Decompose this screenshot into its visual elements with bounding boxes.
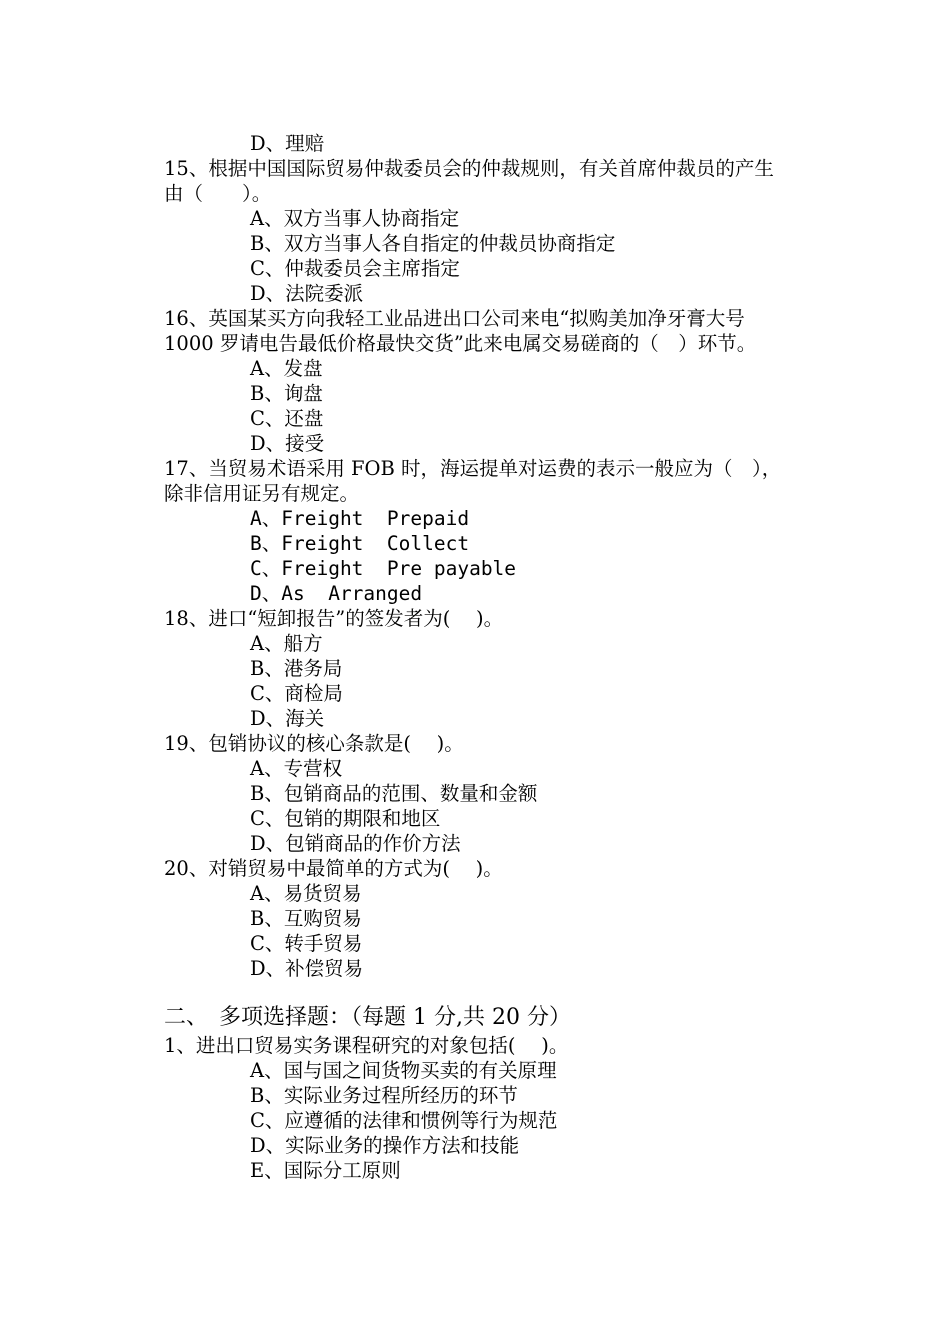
question-20 — [164, 856, 789, 981]
question-17 — [164, 456, 789, 606]
question-17-option-c: C、Freight Pre payable — [250, 557, 517, 580]
question-20-option-a: A、易货贸易 — [250, 882, 362, 905]
multi-question-1-option-b: B、实际业务过程所经历的环节 — [250, 1084, 518, 1107]
question-18-option-d: D、海关 — [250, 707, 325, 730]
question-15 — [164, 156, 789, 306]
question-15-stem: 15、根据中国国际贸易仲裁委员会的仲裁规则，有关首席仲裁员的产生由（ ）。 — [164, 157, 774, 205]
question-19-option-c: C、包销的期限和地区 — [250, 807, 441, 830]
question-18-option-a: A、船方 — [250, 632, 323, 655]
question-20-option-b: B、互购贸易 — [250, 907, 362, 930]
question-17-stem: 17、当贸易术语采用 FOB 时，海运提单对运费的表示一般应为（ ），除非信用证另有规定。 — [164, 457, 782, 505]
multi-question-1 — [164, 1033, 789, 1183]
question-17-option-a: A、Freight Prepaid — [250, 507, 470, 530]
question-19-stem: 19、包销协议的核心条款是( )。 — [164, 732, 464, 755]
question-16-stem: 16、英国某买方向我轻工业品进出口公司来电“拟购美加净牙膏大号 1000 罗请电告最低价格最快交货”此来电属交易磋商的（ ）环节。 — [164, 307, 757, 355]
question-18-option-c: C、商检局 — [250, 682, 343, 705]
question-18 — [164, 606, 789, 731]
question-19 — [164, 731, 789, 856]
multi-question-1-option-c: C、应遵循的法律和惯例等行为规范 — [250, 1109, 558, 1132]
question-19-option-b: B、包销商品的范围、数量和金额 — [250, 782, 538, 805]
question-17-option-b: B、Freight Collect — [250, 532, 470, 555]
question-16-option-b: B、询盘 — [250, 382, 323, 405]
question-18-option-b: B、港务局 — [250, 657, 343, 680]
q14-option-d: D、理赔 — [250, 132, 325, 155]
multi-question-1-option-d: D、实际业务的操作方法和技能 — [250, 1134, 520, 1157]
question-16 — [164, 306, 789, 456]
question-15-option-a: A、双方当事人协商指定 — [250, 207, 460, 230]
question-17-option-d: D、As Arranged — [250, 582, 423, 605]
multi-question-1-option-a: A、国与国之间货物买卖的有关原理 — [250, 1059, 557, 1082]
question-16-option-a: A、发盘 — [250, 357, 323, 380]
multi-question-1-stem: 1、进出口贸易实务课程研究的对象包括( )。 — [164, 1034, 569, 1057]
question-20-option-d: D、补偿贸易 — [250, 957, 364, 980]
question-16-option-c: C、还盘 — [250, 407, 324, 430]
multi-question-1-option-e: E、国际分工原则 — [250, 1159, 401, 1182]
question-20-option-c: C、转手贸易 — [250, 932, 363, 955]
question-15-option-d: D、法院委派 — [250, 282, 364, 305]
question-16-option-d: D、接受 — [250, 432, 325, 455]
section-2-heading: 二、 多项选择题：（每题 1 分,共 20 分） — [164, 1005, 571, 1030]
question-18-stem: 18、进口“短卸报告”的签发者为( )。 — [164, 607, 504, 630]
question-15-option-b: B、双方当事人各自指定的仲裁员协商指定 — [250, 232, 616, 255]
question-15-option-c: C、仲裁委员会主席指定 — [250, 257, 460, 280]
question-19-option-a: A、专营权 — [250, 757, 343, 780]
document-page — [164, 131, 789, 1183]
question-19-option-d: D、包销商品的作价方法 — [250, 832, 461, 855]
question-20-stem: 20、对销贸易中最简单的方式为( )。 — [164, 857, 503, 880]
